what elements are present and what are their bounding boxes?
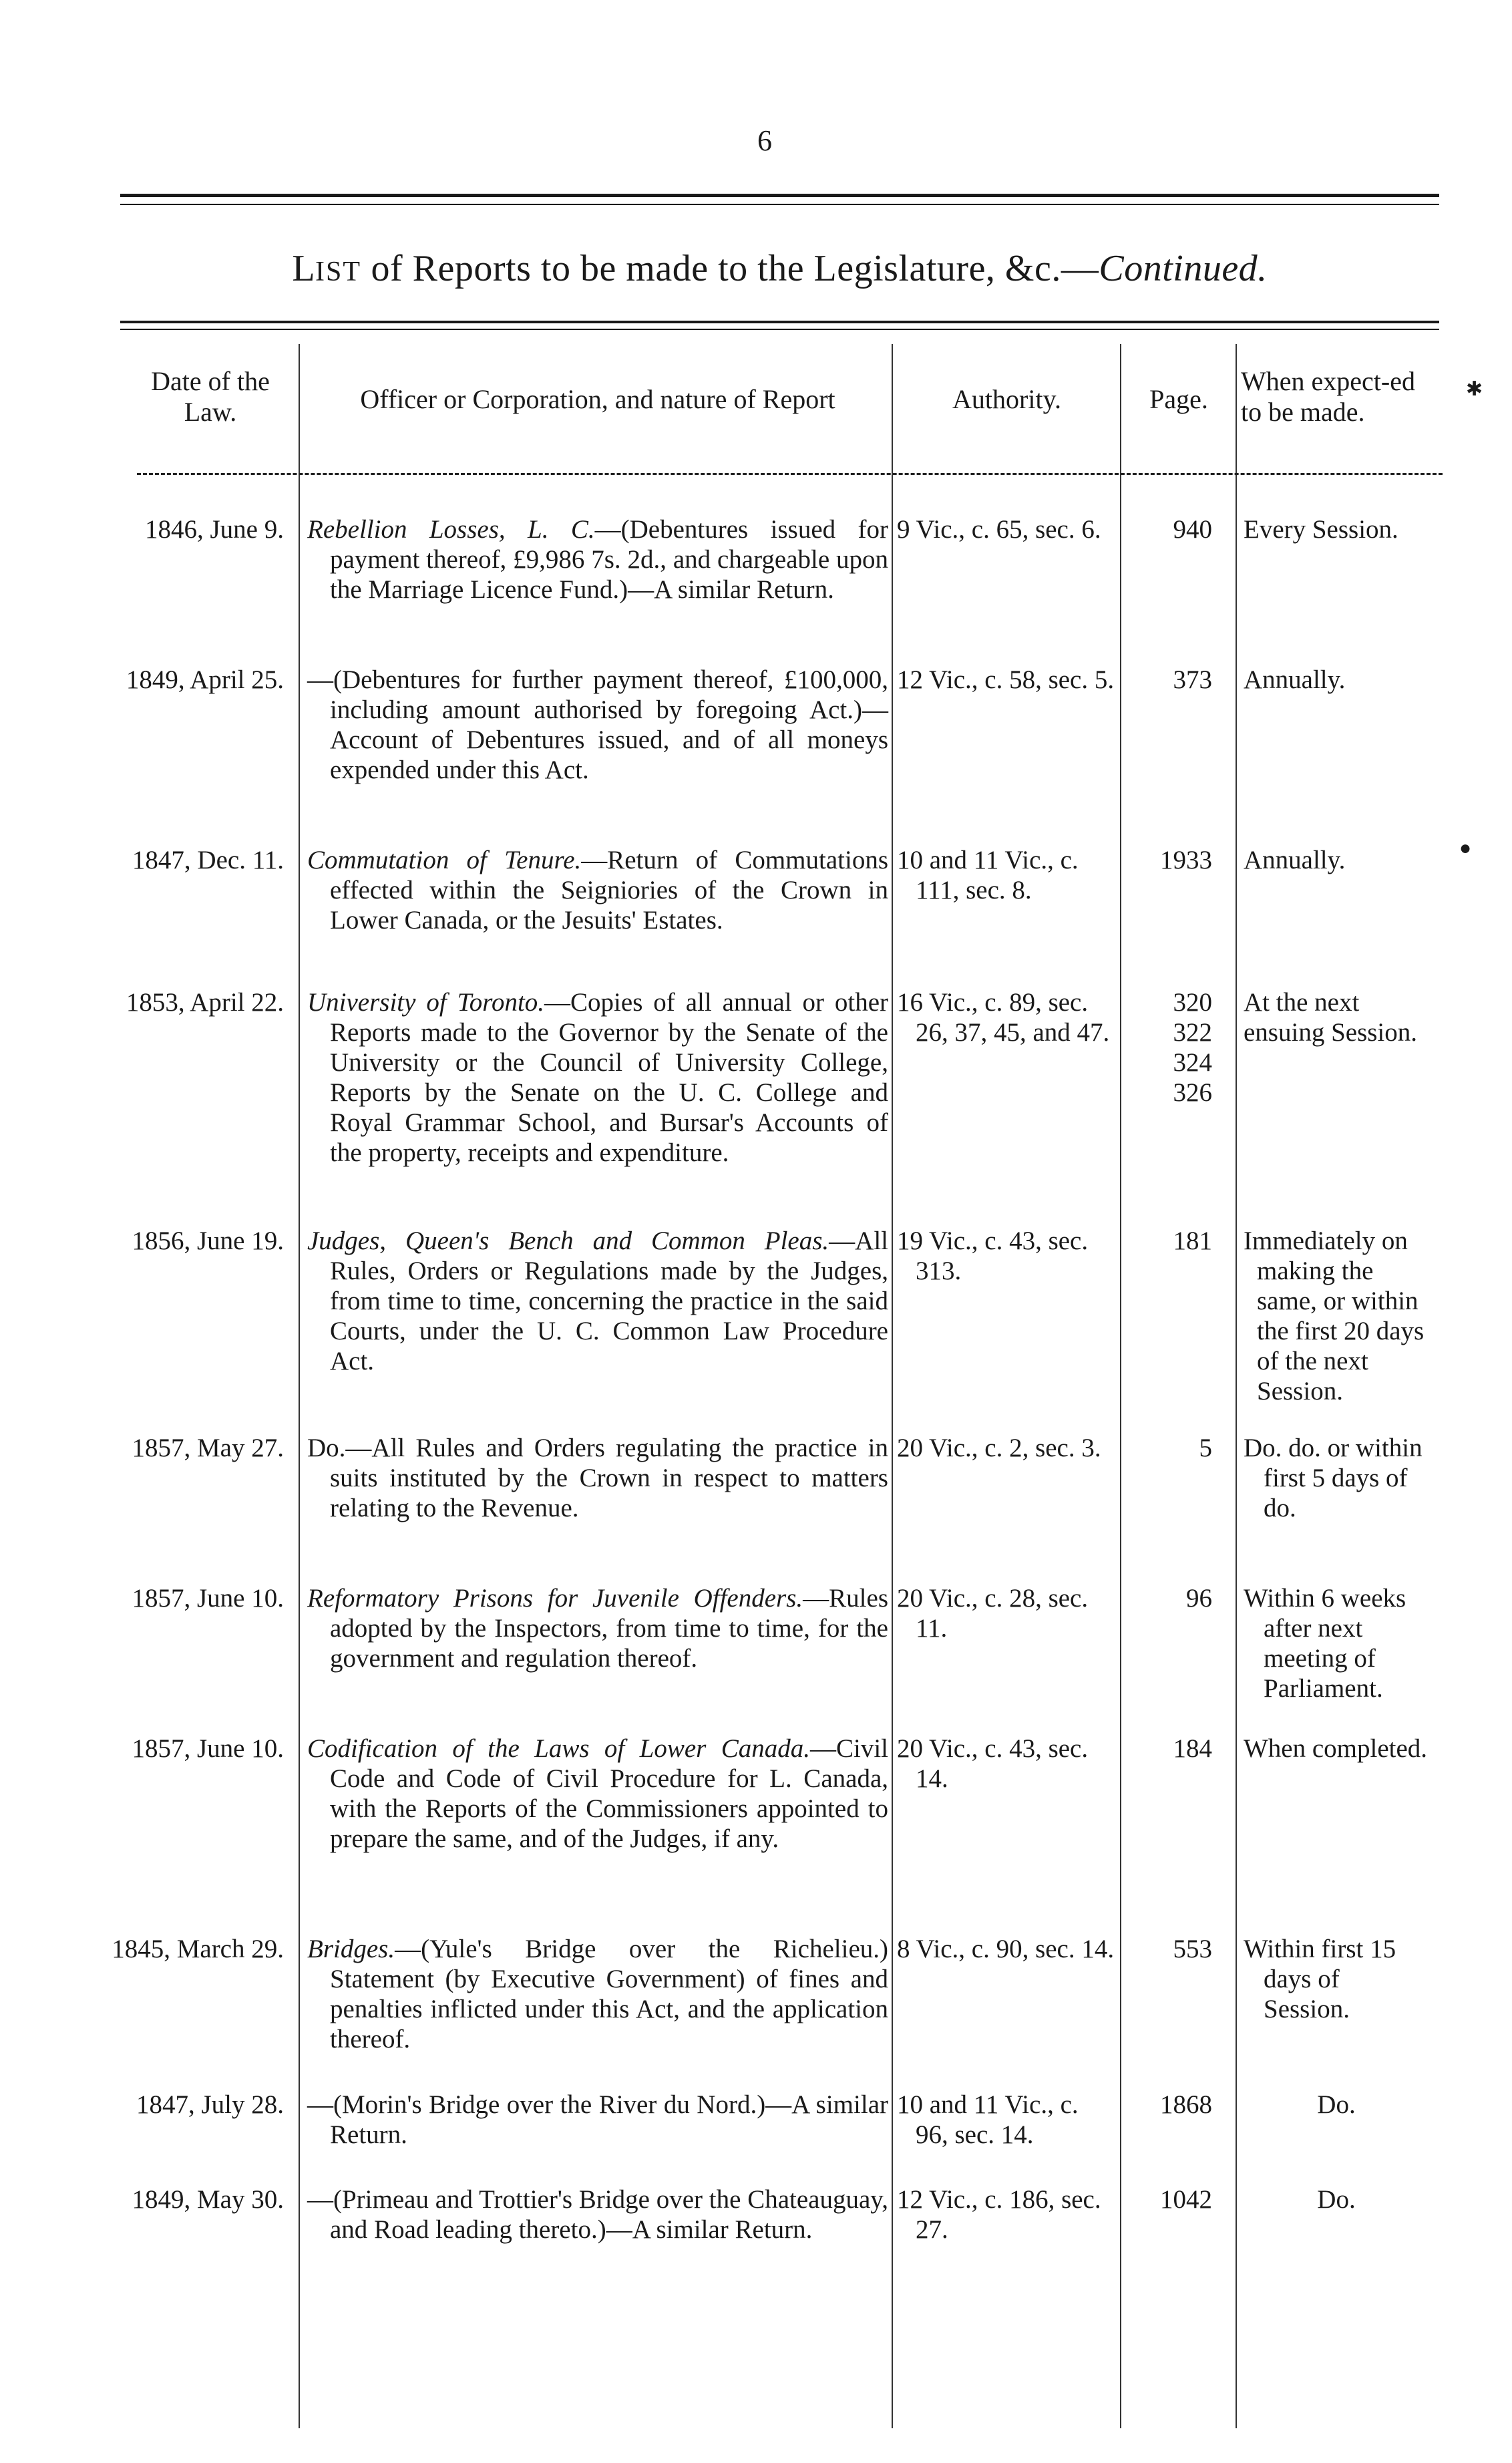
column-divider-4 [1236, 344, 1237, 2428]
column-divider-2 [892, 344, 893, 2428]
row-date: 1849, May 30. [132, 2185, 284, 2214]
row-when: Within first 15 days of Session. [1244, 1935, 1396, 2023]
row-officer [307, 1734, 888, 1854]
column-divider-1 [299, 344, 300, 2428]
row-date: 1847, Dec. 11. [132, 846, 284, 874]
row-officer-title: Codification of the Laws of Lower Canada. [307, 1734, 810, 1763]
row-officer-title: Commutation of Tenure. [307, 846, 582, 874]
row-page: 1868 [1160, 2090, 1212, 2119]
row-page: 940 [1173, 515, 1212, 544]
row-authority: 10 and 11 Vic., c. 111, sec. 8. [897, 846, 1079, 905]
row-officer-text: Do.—All Rules and Orders regulating the practice in suits instituted by the Crown in respect to matters relating to the Revenue. [307, 1434, 888, 1522]
row-officer [307, 1433, 888, 1523]
row-date: 1845, March 29. [112, 1935, 284, 1963]
row-when: Do. do. or within first 5 days of do. [1244, 1434, 1423, 1522]
top-rule-thick [120, 194, 1439, 197]
row-date: 1857, May 27. [132, 1434, 284, 1462]
row-page: 1042 [1160, 2185, 1212, 2214]
title-continued: Continued. [1099, 248, 1268, 289]
row-officer-text: —Rules adopted by the Inspectors, from time to time, for the government and regulation thereof. [330, 1584, 888, 1673]
row-page: 181 [1173, 1226, 1212, 1255]
row-officer-text: —(Debentures for further payment thereof, £100,000, including amount authorised by foregoing Act.)—Account of Debentures issued, and of all moneys expended under this Act. [307, 665, 888, 784]
header-rule-thick [120, 321, 1439, 323]
row-officer-text: —All Rules, Orders or Regulations made by the Judges, from time to time, concerning the practice in the said Courts, under the U. C. Common Law Procedure Act. [330, 1226, 888, 1375]
header-date: Date of the Law. [151, 366, 270, 427]
row-page: 184 [1173, 1734, 1212, 1763]
row-when: Do. [1317, 2090, 1356, 2119]
row-officer-text: —(Yule's Bridge over the Richelieu.) Statement (by Executive Government) of fines and penalties inflicted under this Act, and the application thereof. [330, 1935, 888, 2054]
row-when: Every Session. [1244, 515, 1398, 544]
row-officer [307, 987, 888, 1168]
row-page: 96 [1186, 1584, 1212, 1613]
row-officer-text: —(Primeau and Trottier's Bridge over the Chateauguay, and Road leading thereto.)—A similar Return. [307, 2185, 888, 2244]
row-officer-text: —(Morin's Bridge over the River du Nord.)—A similar Return. [307, 2090, 888, 2149]
header-underline [137, 473, 1443, 475]
title-main: of Reports to be made to the Legislature, &c.— [361, 248, 1099, 289]
row-authority: 20 Vic., c. 2, sec. 3. [897, 1434, 1101, 1462]
row-officer [307, 2090, 888, 2150]
row-officer [307, 2184, 888, 2245]
row-authority: 8 Vic., c. 90, sec. 14. [897, 1935, 1115, 1963]
title-small-caps: IST [315, 257, 362, 287]
row-officer [307, 845, 888, 935]
header-officer: Officer or Corporation, and nature of Report [360, 384, 835, 414]
row-date: 1849, April 25. [126, 665, 284, 694]
row-authority: 12 Vic., c. 58, sec. 5. [897, 665, 1115, 694]
top-rule-thin [120, 204, 1439, 205]
row-date: 1846, June 9. [145, 515, 284, 544]
row-officer [307, 514, 888, 605]
row-officer [307, 1934, 888, 2054]
row-page: 553 [1173, 1935, 1212, 1963]
row-officer-text: —Return of Commutations effected within the Seigniories of the Crown in Lower Canada, or the Jesuits' Estates. [330, 846, 888, 935]
row-officer-title: Rebellion Losses, L. C. [307, 515, 595, 544]
row-page: 5 [1199, 1434, 1212, 1462]
row-when: Do. [1317, 2185, 1356, 2214]
row-page: 320 322 324 326 [1173, 988, 1212, 1107]
row-authority: 19 Vic., c. 43, sec. 313. [897, 1226, 1089, 1285]
row-when: At the next ensuing Session. [1244, 988, 1418, 1047]
row-when: Annually. [1244, 665, 1346, 694]
row-authority: 16 Vic., c. 89, sec. 26, 37, 45, and 47. [897, 988, 1110, 1047]
row-authority: 12 Vic., c. 186, sec. 27. [897, 2185, 1101, 2244]
row-when: Annually. [1244, 846, 1346, 874]
page-title [120, 247, 1439, 290]
row-when: Immediately on making the same, or within the first 20 days of the next Session. [1244, 1226, 1425, 1406]
row-authority: 10 and 11 Vic., c. 96, sec. 14. [897, 2090, 1079, 2149]
page-number: 6 [757, 124, 772, 157]
row-officer [307, 1226, 888, 1376]
column-divider-3 [1120, 344, 1121, 2428]
header-authority: Authority. [952, 384, 1061, 414]
row-officer-text: —Civil Code and Code of Civil Procedure for L. Canada, with the Reports of the Commissioners appointed to prepare the same, and of the Judges, if any. [330, 1734, 888, 1853]
row-date: 1857, June 10. [132, 1584, 284, 1613]
row-page: 1933 [1160, 846, 1212, 874]
header-rule-thin [120, 329, 1439, 330]
row-authority: 20 Vic., c. 43, sec. 14. [897, 1734, 1089, 1793]
title-first-letter: L [292, 248, 316, 289]
row-date: 1853, April 22. [126, 988, 284, 1017]
row-officer [307, 1583, 888, 1673]
row-officer-title: University of Toronto. [307, 988, 545, 1017]
row-officer-text: —Copies of all annual or other Reports made to the Governor by the Senate of the University or the Council of University College, Reports by the Senate on the U. C. College and Royal Grammar School, and Bursar's Accounts of the property, receipts and expenditure. [330, 988, 888, 1167]
row-officer [307, 665, 888, 785]
row-date: 1847, July 28. [136, 2090, 284, 2119]
row-when: When completed. [1244, 1734, 1428, 1763]
row-authority: 20 Vic., c. 28, sec. 11. [897, 1584, 1089, 1643]
row-page: 373 [1173, 665, 1212, 694]
row-officer-text: —(Debentures issued for payment thereof, £9,986 7s. 2d., and chargeable upon the Marriage Licence Fund.)—A similar Return. [330, 515, 888, 604]
row-date: 1856, June 19. [132, 1226, 284, 1255]
row-authority: 9 Vic., c. 65, sec. 6. [897, 515, 1101, 544]
margin-mark: ● [1459, 837, 1472, 859]
header-page: Page. [1149, 384, 1208, 414]
row-date: 1857, June 10. [132, 1734, 284, 1763]
header-when: When expect-ed to be made. [1241, 366, 1415, 427]
row-officer-title: Reformatory Prisons for Juvenile Offenders. [307, 1584, 803, 1613]
row-officer-title: Judges, Queen's Bench and Common Pleas. [307, 1226, 829, 1255]
margin-mark: ✱ [1466, 378, 1483, 400]
row-when: Within 6 weeks after next meeting of Parliament. [1244, 1584, 1406, 1703]
row-officer-title: Bridges. [307, 1935, 395, 1963]
